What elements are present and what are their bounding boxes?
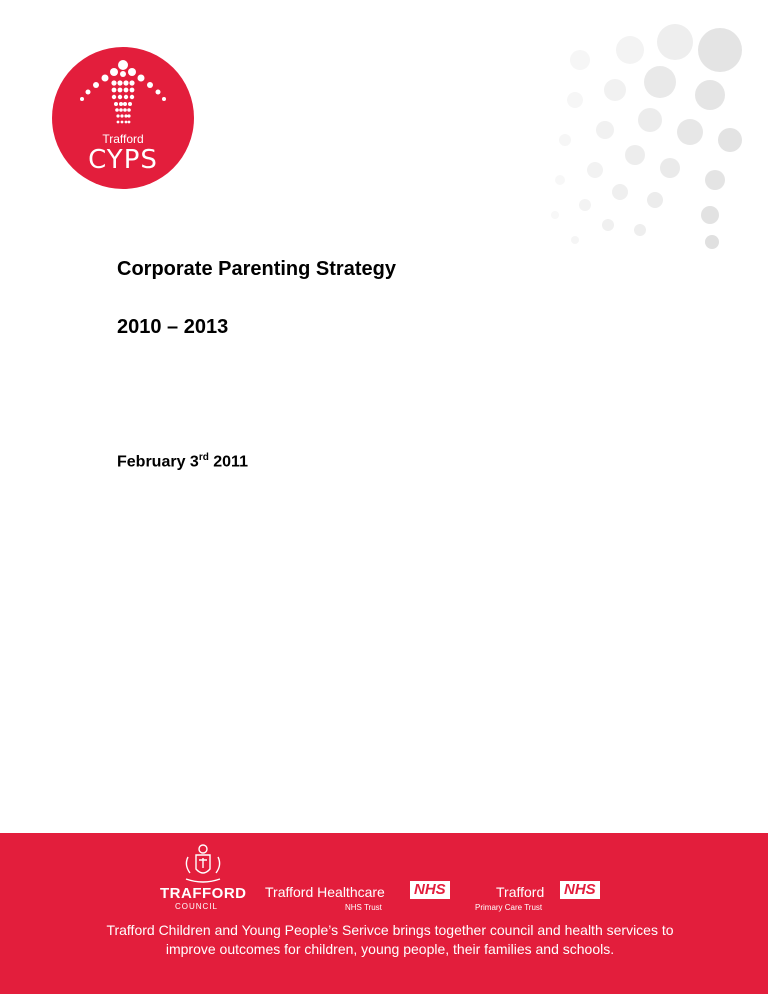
cyps-logo xyxy=(52,47,194,189)
nhs-badge-1: NHS xyxy=(410,881,450,899)
date-suffix: rd xyxy=(198,452,209,463)
footer-banner xyxy=(0,833,768,994)
org2-sub: Primary Care Trust xyxy=(475,903,543,912)
document-years: 2010 – 2013 xyxy=(117,316,229,338)
council-sub: COUNCIL xyxy=(175,902,219,911)
decorative-bubbles xyxy=(520,20,768,260)
council-name: TRAFFORD xyxy=(160,885,247,902)
document-title: Corporate Parenting Strategy xyxy=(117,258,396,280)
org2-name: Trafford xyxy=(496,884,545,900)
org1-name: Trafford Healthcare xyxy=(265,884,385,900)
footer-tagline: Trafford Children and Young People’s Serivce brings together council and health services to improve outcomes for children, young people, their families and schools. xyxy=(106,922,674,957)
nhs-badge-2: NHS xyxy=(560,881,600,899)
date-main: February 3 xyxy=(117,453,199,471)
logo-small-text: Trafford xyxy=(102,132,144,146)
council-crest-icon xyxy=(180,841,226,885)
document-date xyxy=(117,452,248,471)
logo-big-text: CYPS xyxy=(88,145,158,175)
date-year: 2011 xyxy=(208,453,248,471)
org1-sub: NHS Trust xyxy=(345,903,382,912)
